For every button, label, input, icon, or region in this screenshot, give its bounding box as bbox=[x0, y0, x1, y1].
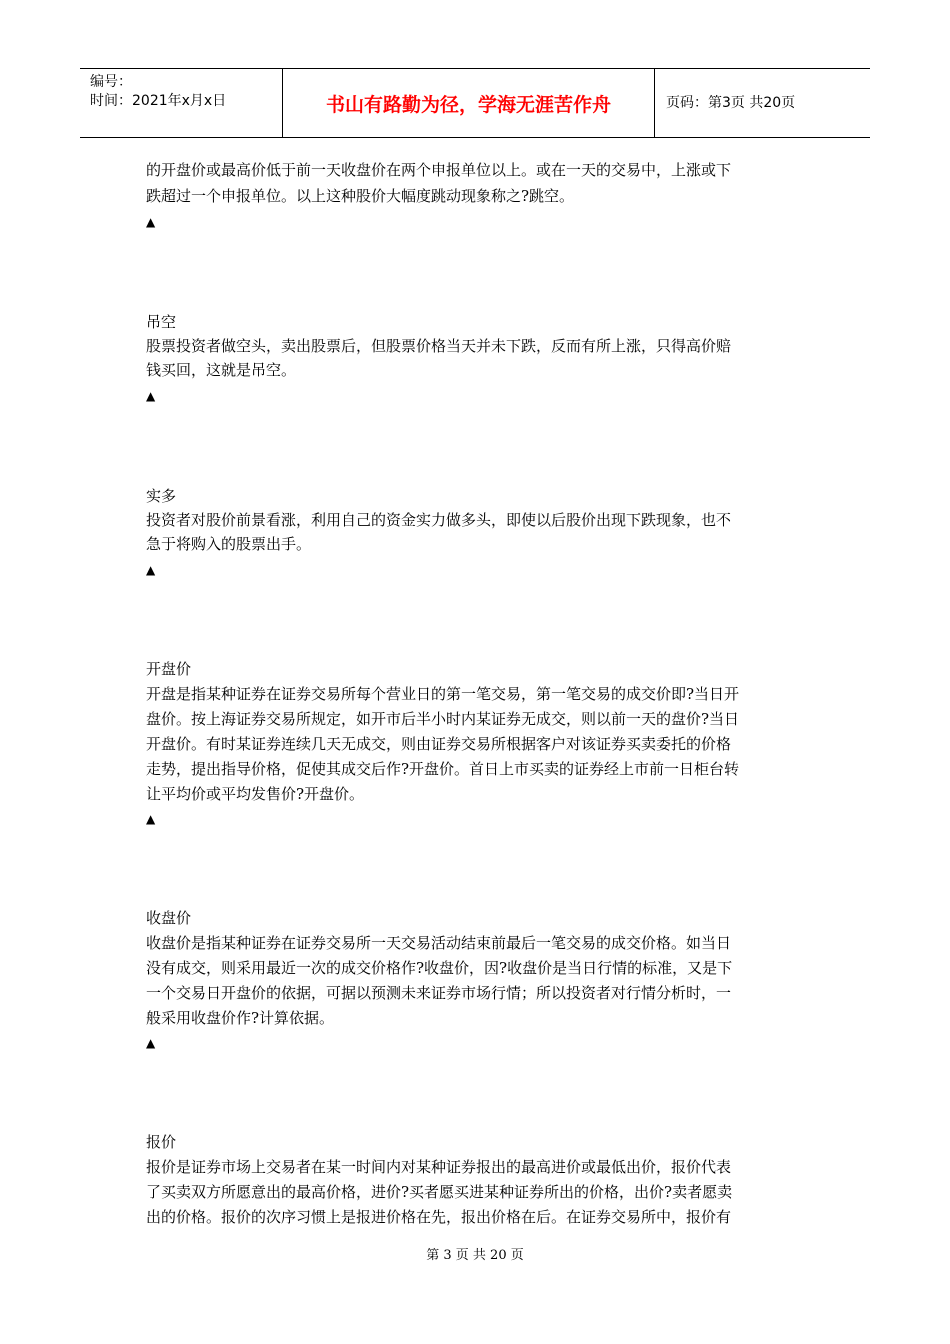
paragraph-line: 了买卖双方所愿意出的最高价格，进价?买者愿买进某种证券所出的价格，出价?卖者愿卖 bbox=[146, 1183, 733, 1201]
paragraph-line: 跌超过一个申报单位。以上这种股价大幅度跳动现象称之?跳空。 bbox=[146, 187, 575, 205]
page-header bbox=[80, 68, 870, 138]
paragraph-line: 报价是证券市场上交易者在某一时间内对某种证券报出的最高进价或最低出价，报价代表 bbox=[146, 1158, 732, 1176]
number-label: 编号： bbox=[90, 74, 132, 90]
motto-text: 书山有路勤为径，学海无涯苦作舟 bbox=[325, 94, 611, 116]
header-page-cell bbox=[655, 69, 870, 137]
triangle-marker-icon: ▲ bbox=[146, 812, 156, 826]
paragraph-line: 收盘价是指某种证券在证券交易所一天交易活动结束前最后一笔交易的成交价格。如当日 bbox=[146, 934, 732, 952]
section-title: 吊空 bbox=[146, 313, 177, 331]
paragraph-line: 股票投资者做空头，卖出股票后，但股票价格当天并未下跌，反而有所上涨，只得高价赔 bbox=[146, 337, 732, 355]
triangle-marker-icon: ▲ bbox=[146, 1036, 156, 1050]
paragraph-line: 走势，提出指导价格，促使其成交后作?开盘价。首日上市买卖的证券经上市前一日柜台转 bbox=[146, 760, 740, 778]
header-meta-cell bbox=[80, 69, 283, 137]
section-title: 报价 bbox=[146, 1133, 177, 1151]
paragraph-line: 开盘价。有时某证券连续几天无成交，则由证券交易所根据客户对该证券买卖委托的价格 bbox=[146, 735, 732, 753]
paragraph-line: 开盘是指某种证券在证券交易所每个营业日的第一笔交易，第一笔交易的成交价即?当日开 bbox=[146, 685, 740, 703]
paragraph-line: 般采用收盘价作?计算依据。 bbox=[146, 1009, 335, 1027]
paragraph-line: 让平均价或平均发售价?开盘价。 bbox=[146, 785, 365, 803]
section-title: 实多 bbox=[146, 487, 177, 505]
paragraph-line: 没有成交，则采用最近一次的成交价格作?收盘价，因?收盘价是当日行情的标准，又是下 bbox=[146, 959, 733, 977]
paragraph-line: 投资者对股价前景看涨，利用自己的资金实力做多头，即使以后股价出现下跌现象，也不 bbox=[146, 511, 732, 529]
triangle-marker-icon: ▲ bbox=[146, 215, 156, 229]
page-info: 页码：第3页 共20页 bbox=[666, 95, 796, 111]
paragraph-line: 盘价。按上海证券交易所规定，如开市后半小时内某证券无成交，则以前一天的盘价?当日 bbox=[146, 710, 740, 728]
triangle-marker-icon: ▲ bbox=[146, 563, 156, 577]
header-motto-cell bbox=[283, 69, 655, 137]
section-title: 收盘价 bbox=[146, 909, 192, 927]
paragraph-line: 出的价格。报价的次序习惯上是报进价格在先，报出价格在后。在证券交易所中，报价有 bbox=[146, 1208, 732, 1226]
paragraph-line: 急于将购入的股票出手。 bbox=[146, 535, 312, 553]
triangle-marker-icon: ▲ bbox=[146, 389, 156, 403]
paragraph-line: 钱买回，这就是吊空。 bbox=[146, 361, 297, 379]
paragraph-line: 一个交易日开盘价的依据，可据以预测未来证券市场行情；所以投资者对行情分析时，一 bbox=[146, 984, 732, 1002]
date-label: 时间：2021年x月x日 bbox=[90, 93, 227, 109]
page-footer: 第 3 页 共 20 页 bbox=[426, 1248, 524, 1263]
paragraph-line: 的开盘价或最高价低于前一天收盘价在两个申报单位以上。或在一天的交易中，上涨或下 bbox=[146, 161, 732, 179]
section-title: 开盘价 bbox=[146, 660, 192, 678]
